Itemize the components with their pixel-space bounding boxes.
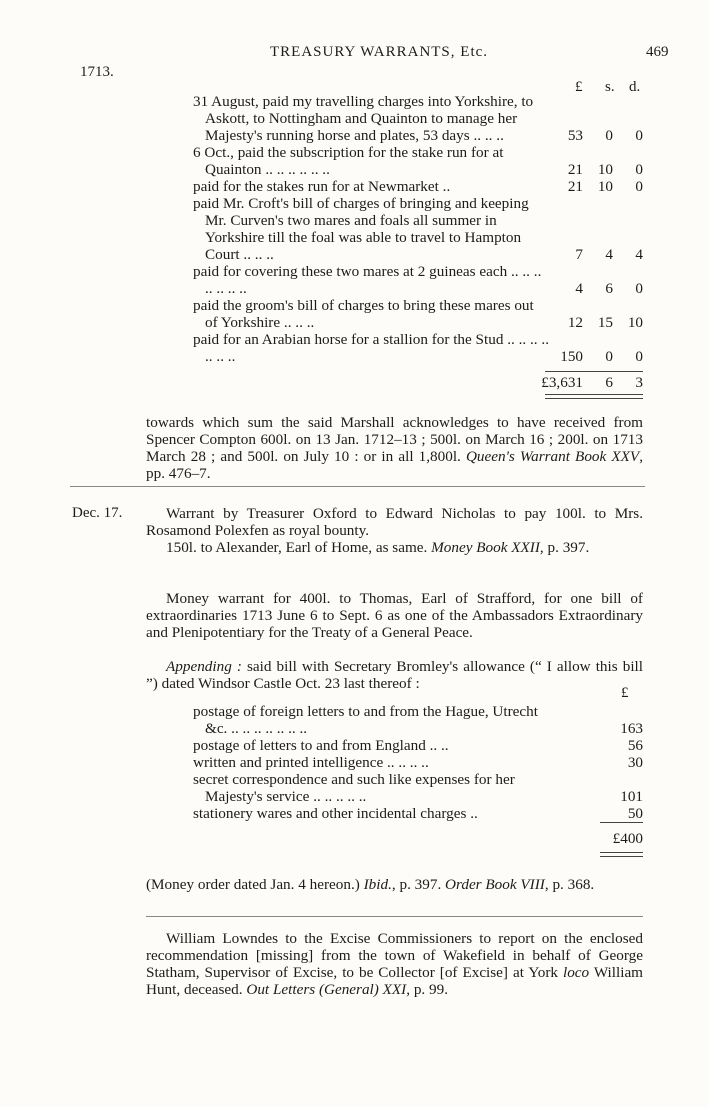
towards-paragraph: towards which sum the said Marshall acknowledges to have received from Spencer Compton 600l. on 13 Jan. 1712–13 ; 500l. on March 16 ; 200l. on 1713 March 28 ; and 500l. on July 10 : or in all 1,800l. Queen's Warrant Book XXV, pp. 476–7. (146, 414, 643, 482)
account-entry: 31 August, paid my travelling charges into Yorkshire, to Askott, to Nottingham and Quainton to manage her Majesty's running horse and plates, 53 days .. .. .. 53 0 0 (193, 93, 643, 144)
pounds-column-head: £ (575, 79, 583, 95)
bill-total: £400 (612, 830, 643, 847)
bill-entry: postage of letters to and from England .. .. 56 (193, 737, 643, 754)
money-order-paragraph: (Money order dated Jan. 4 hereon.) Ibid., p. 397. Order Book VIII, p. 368. (146, 876, 595, 893)
bill-entry: written and printed intelligence .. .. .. .. 30 (193, 754, 643, 771)
pound-column-head: £ (621, 685, 629, 701)
appending-paragraph: Appending : said bill with Secretary Bromley's allowance (“ I allow this bill ”) dated Windsor Castle Oct. 23 last thereof : (146, 658, 643, 692)
account-entry: paid the groom's bill of charges to bring these mares out of Yorkshire .. .. .. 12 15 10 (193, 297, 643, 331)
bill-list (193, 703, 643, 822)
bill-total-rule (600, 822, 643, 823)
section-divider (146, 916, 643, 917)
bill-entry: secret correspondence and such like expenses for her Majesty's service .. .. .. .. .. 101 (193, 771, 643, 805)
section-divider (70, 486, 645, 487)
account-entry: paid for covering these two mares at 2 guineas each .. .. .. .. .. .. .. 4 6 0 (193, 263, 643, 297)
margin-year: 1713. (80, 64, 114, 80)
page-number: 469 (646, 44, 669, 60)
bill-total-double-rule (600, 852, 643, 857)
pence-column-head: d. (629, 79, 641, 95)
account-entry: 6 Oct., paid the subscription for the stake run for at Quainton .. .. .. .. .. .. 21 10 0 (193, 144, 643, 178)
shillings-column-head: s. (605, 79, 615, 95)
account-list (193, 93, 643, 393)
warrant-paragraph: Warrant by Treasurer Oxford to Edward Nicholas to pay 100l. to Mrs. Rosamond Polexfen as royal bounty. (146, 505, 643, 539)
account-entry: paid for an Arabian horse for a stallion for the Stud .. .. .. .. .. .. .. 150 0 0 (193, 331, 643, 365)
home-paragraph: 150l. to Alexander, Earl of Home, as same. Money Book XXII, p. 397. (166, 539, 590, 556)
account-entry: paid Mr. Croft's bill of charges of bringing and keeping Mr. Curven's two mares and foals all summer in Yorkshire till the foal was able to travel to Hampton Court .. .. .. 7 4 4 (193, 195, 643, 263)
bill-entry: postage of foreign letters to and from the Hague, Utrecht &c. .. .. .. .. .. .. .. 163 (193, 703, 643, 737)
account-entry: paid for the stakes run for at Newmarket .. 21 10 0 (193, 178, 643, 195)
money-warrant-paragraph: Money warrant for 400l. to Thomas, Earl of Strafford, for one bill of extraordinaries 1713 June 6 to Sept. 6 as one of the Ambassadors Extraordinary and Plenipotentiary for the Treaty of a General Peace. (146, 590, 643, 641)
running-head: TREASURY WARRANTS, Etc. (270, 44, 489, 60)
margin-date: Dec. 17. (72, 505, 123, 521)
bill-entry: stationery wares and other incidental charges .. 50 (193, 805, 643, 822)
lowndes-paragraph: William Lowndes to the Excise Commissioners to report on the enclosed recommendation [missing] from the town of Wakefield in behalf of George Statham, Supervisor of Excise, to be Collector [of Excise] at York loco William Hunt, deceased. Out Letters (General) XXI, p. 99. (146, 930, 643, 998)
account-total: £3,631 6 3 (193, 371, 643, 393)
